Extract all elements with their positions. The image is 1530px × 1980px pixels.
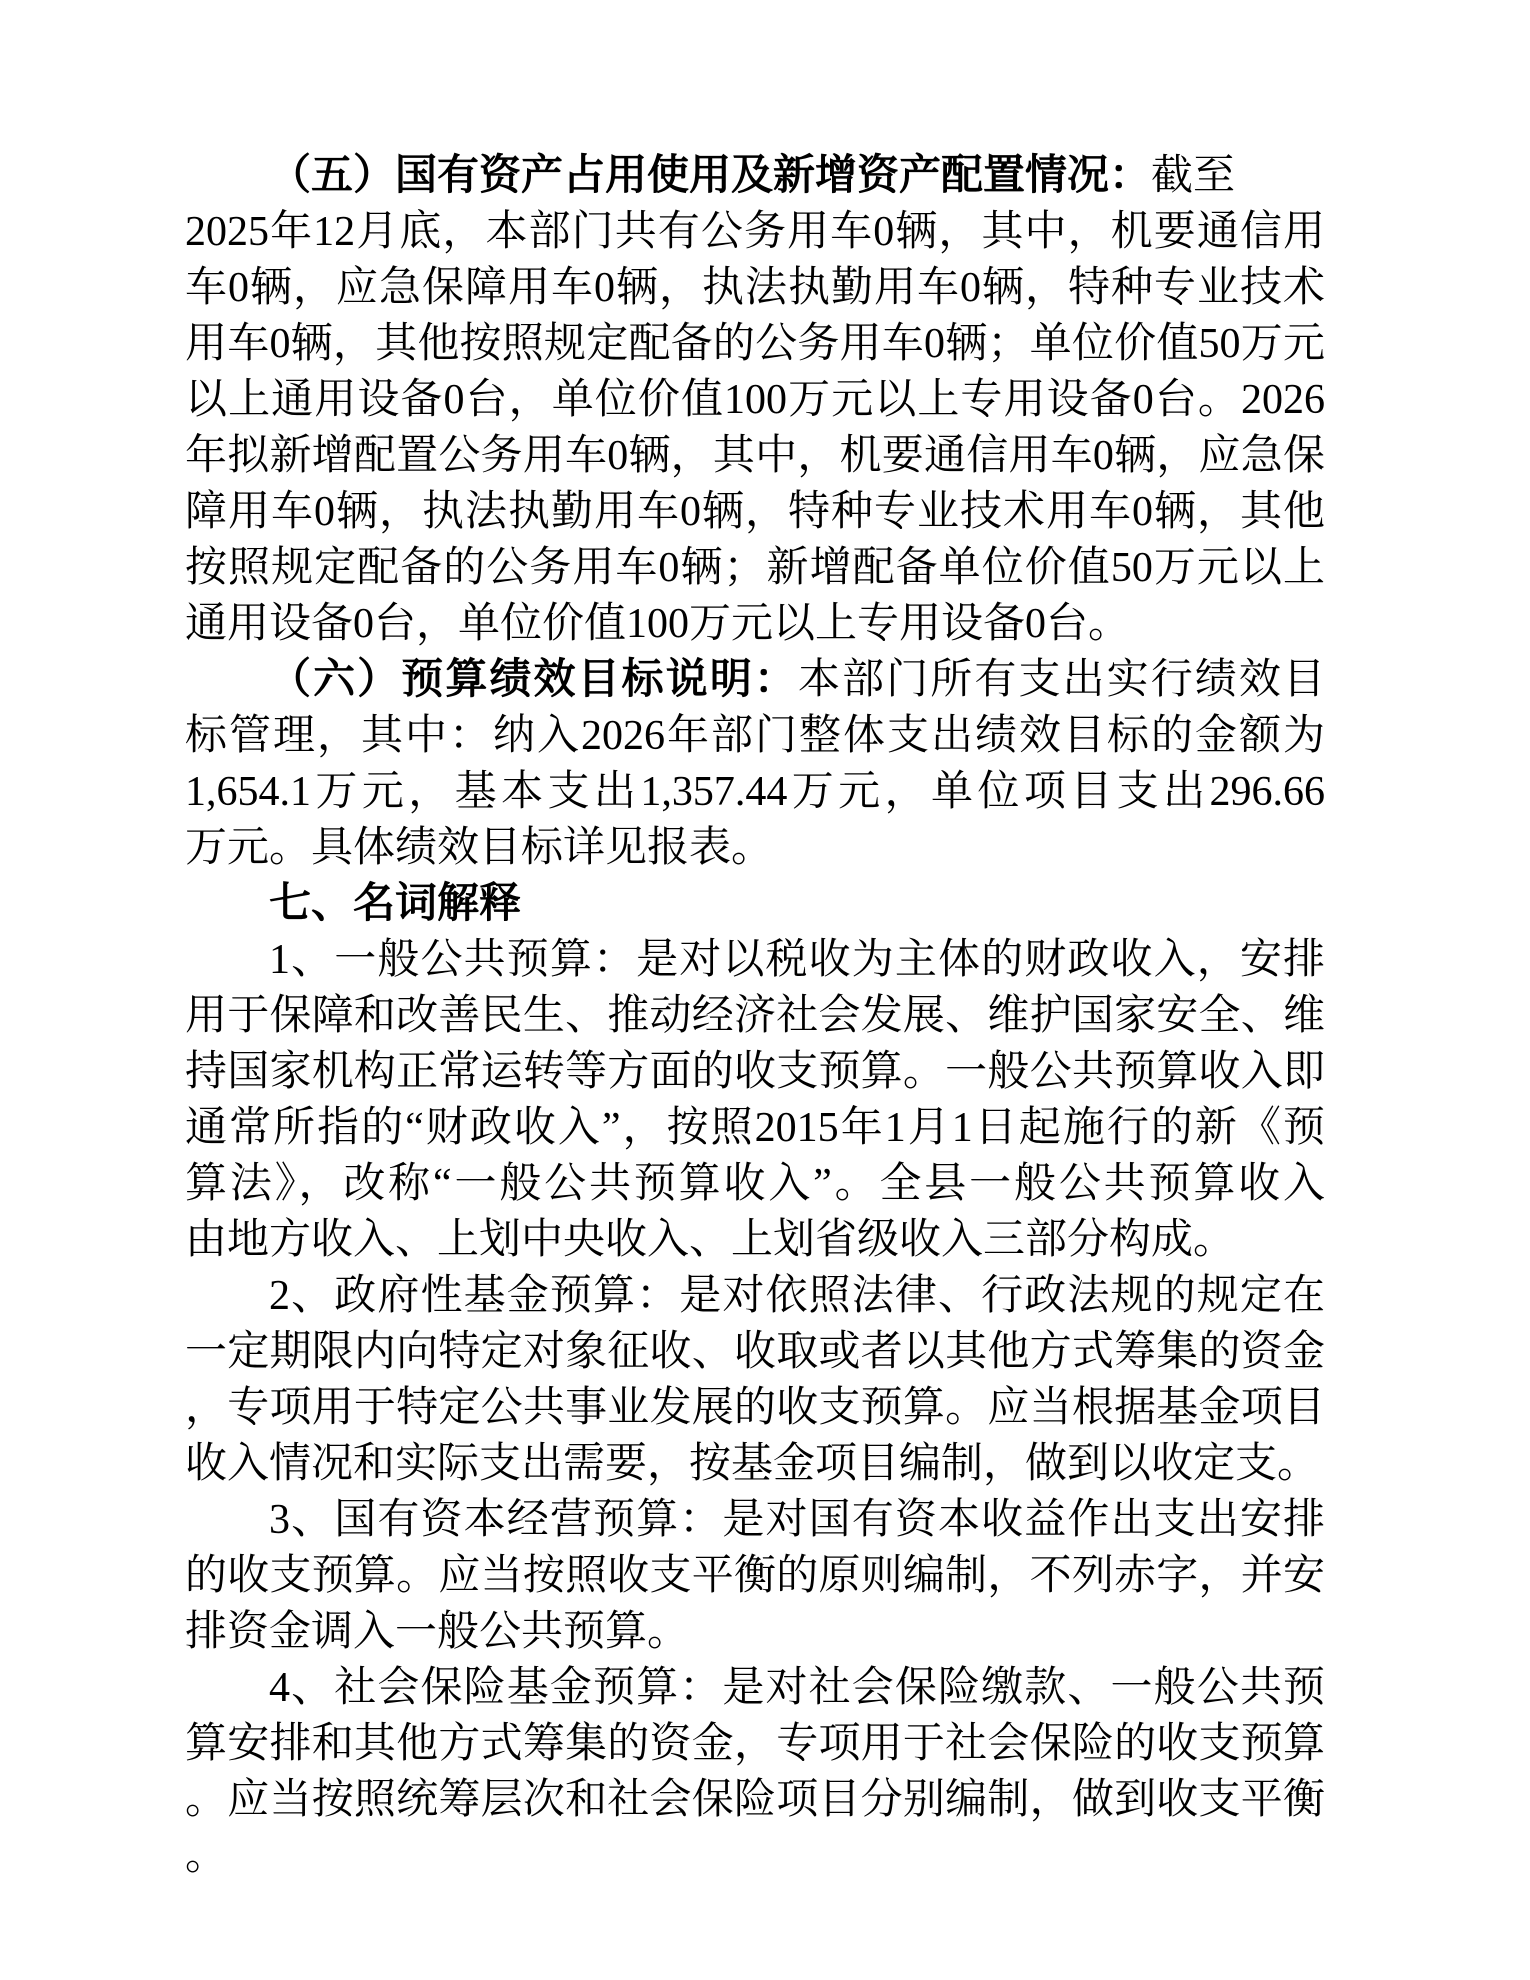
text-segment: 持国家机构正常运转等方面的收支预算。一般公共预算收入即 — [185, 1049, 1325, 1095]
bold-text-segment: （六）预算绩效目标说明： — [269, 657, 799, 703]
text-segment: 算法》，改称“一般公共预算收入”。全县一般公共预算收入 — [185, 1161, 1325, 1207]
text-segment: 。 — [185, 1833, 228, 1879]
text-line — [185, 1212, 1325, 1268]
text-line — [185, 652, 1325, 708]
text-segment: 以上通用设备0台，单位价值100万元以上专用设备0台。2026 — [185, 377, 1325, 423]
para-term-4-social-insurance-budget — [185, 1660, 1325, 1884]
text-segment: 通用设备0台，单位价值100万元以上专用设备0台。 — [185, 601, 1131, 647]
text-segment: 用于保障和改善民生、推动经济社会发展、维护国家安全、维 — [185, 993, 1325, 1039]
text-line — [185, 1828, 1325, 1884]
text-segment: 车0辆，应急保障用车0辆，执法执勤用车0辆，特种专业技术 — [185, 265, 1325, 311]
text-line — [185, 988, 1325, 1044]
text-segment: 本部门所有支出实行绩效目 — [798, 657, 1325, 703]
text-line — [185, 260, 1325, 316]
text-segment: 按照规定配备的公务用车0辆；新增配备单位价值50万元以上 — [185, 545, 1325, 591]
text-line — [185, 316, 1325, 372]
text-segment: 排资金调入一般公共预算。 — [185, 1609, 690, 1655]
bold-text-segment: 七、名词解释 — [269, 881, 522, 927]
text-line — [185, 1324, 1325, 1380]
text-segment: 年拟新增配置公务用车0辆，其中，机要通信用车0辆，应急保 — [185, 433, 1325, 479]
text-segment: 2、政府性基金预算：是对依照法律、行政法规的规定在 — [269, 1273, 1325, 1319]
text-segment: 1,654.1万元，基本支出1,357.44万元，单位项目支出296.66 — [185, 769, 1325, 815]
text-segment: 2025年12月底，本部门共有公务用车0辆，其中，机要通信用 — [185, 209, 1325, 255]
text-line — [185, 1268, 1325, 1324]
bold-text-segment: （五）国有资产占用使用及新增资产配置情况： — [269, 153, 1152, 199]
text-line — [185, 764, 1325, 820]
text-line — [185, 1156, 1325, 1212]
text-line — [185, 1436, 1325, 1492]
para-term-3-state-capital-budget — [185, 1492, 1325, 1660]
text-segment: 用车0辆，其他按照规定配备的公务用车0辆；单位价值50万元 — [185, 321, 1325, 367]
heading-section-7-glossary — [185, 876, 1325, 932]
text-segment: 截至 — [1151, 153, 1236, 199]
text-line — [185, 1100, 1325, 1156]
para-term-2-government-fund-budget — [185, 1268, 1325, 1492]
para-section-6-performance-targets — [185, 652, 1325, 876]
text-segment: 万元。具体绩效目标详见报表。 — [185, 825, 774, 871]
text-line — [185, 484, 1325, 540]
text-line — [185, 1380, 1325, 1436]
text-segment: 4、社会保险基金预算：是对社会保险缴款、一般公共预 — [269, 1665, 1325, 1711]
text-line — [185, 1548, 1325, 1604]
text-segment: 通常所指的“财政收入”，按照2015年1月1日起施行的新《预 — [185, 1105, 1325, 1151]
para-section-5-state-assets — [185, 148, 1325, 652]
text-segment: ，专项用于特定公共事业发展的收支预算。应当根据基金项目 — [185, 1385, 1325, 1431]
text-line — [185, 372, 1325, 428]
text-segment: 算安排和其他方式筹集的资金，专项用于社会保险的收支预算 — [185, 1721, 1325, 1767]
text-line — [185, 1660, 1325, 1716]
text-line — [185, 820, 1325, 876]
text-segment: 障用车0辆，执法执勤用车0辆，特种专业技术用车0辆，其他 — [185, 489, 1325, 535]
text-segment: 由地方收入、上划中央收入、上划省级收入三部分构成。 — [185, 1217, 1236, 1263]
text-segment: 1、一般公共预算：是对以税收为主体的财政收入，安排 — [269, 937, 1325, 983]
text-segment: 的收支预算。应当按照收支平衡的原则编制，不列赤字，并安 — [185, 1553, 1325, 1599]
para-term-1-general-public-budget — [185, 932, 1325, 1268]
text-line — [185, 932, 1325, 988]
text-line — [185, 204, 1325, 260]
text-segment: 。应当按照统筹层次和社会保险项目分别编制，做到收支平衡 — [185, 1777, 1325, 1823]
text-segment: 3、国有资本经营预算：是对国有资本收益作出支出安排 — [269, 1497, 1325, 1543]
text-line — [185, 708, 1325, 764]
text-line — [185, 428, 1325, 484]
document-body — [185, 148, 1325, 1884]
text-line — [185, 1044, 1325, 1100]
text-segment: 标管理，其中：纳入2026年部门整体支出绩效目标的金额为 — [185, 713, 1325, 759]
text-line — [185, 148, 1325, 204]
text-line — [185, 596, 1325, 652]
text-line — [185, 876, 1325, 932]
text-line — [185, 1604, 1325, 1660]
text-line — [185, 1772, 1325, 1828]
text-segment: 收入情况和实际支出需要，按基金项目编制，做到以收定支。 — [185, 1441, 1320, 1487]
text-line — [185, 1716, 1325, 1772]
text-segment: 一定期限内向特定对象征收、收取或者以其他方式筹集的资金 — [185, 1329, 1325, 1375]
text-line — [185, 1492, 1325, 1548]
text-line — [185, 540, 1325, 596]
